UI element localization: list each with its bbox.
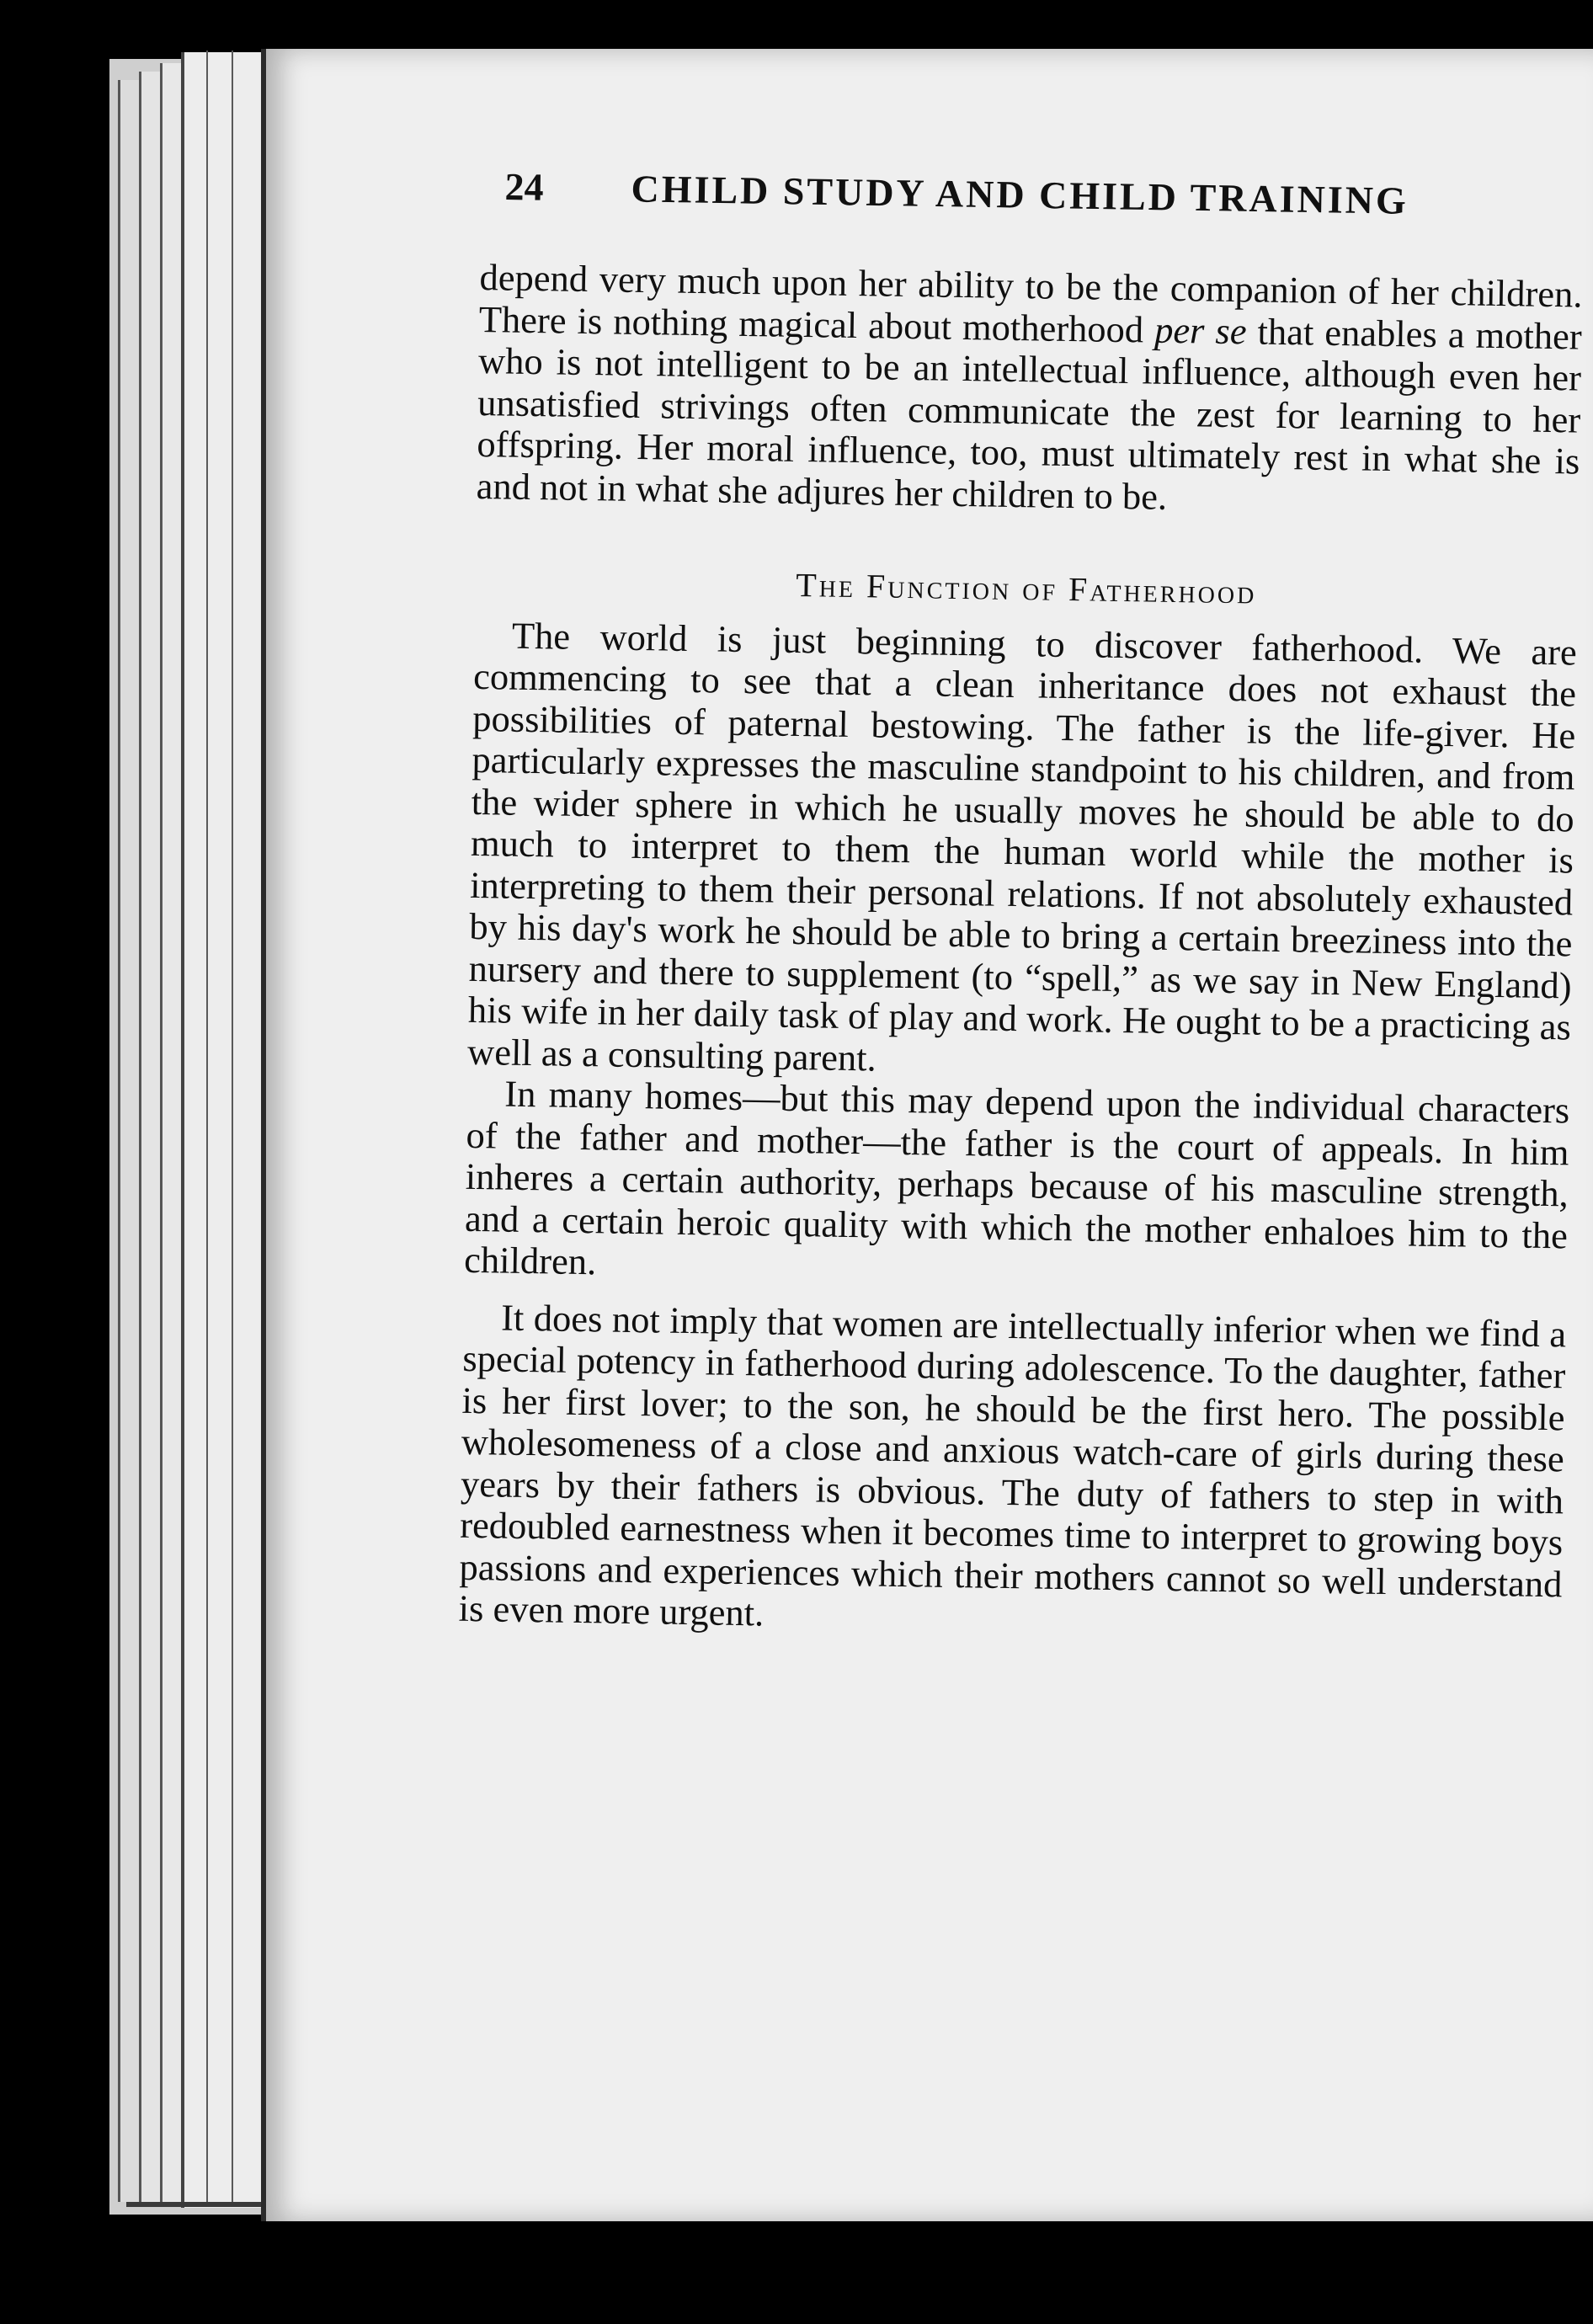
paragraph-text: depend very much upon her ability to be the companion of her children. There is nothing magical about motherhood (478, 256, 1583, 351)
paragraph-continued (476, 257, 1583, 525)
page-number: 24 (504, 164, 544, 209)
page-edge-line (232, 51, 233, 2206)
paragraph: In many homes—but this may depend upon the individual characters of the father and mother—the father is the court of appeals. In him inheres a certain authority, perhaps because of his masculine strength, and a certain heroic quality with which the mother enhaloes him to the children. (463, 1072, 1570, 1283)
paragraph-text: that enables a mother who is not intelligent to be an intellectual influence, although even her unsatisfied strivings often communicate the zest for learning to her offspring. Her moral influence, too, must ultimately rest in what she is and not in what she adjures her children to be. (476, 309, 1583, 518)
body-text (458, 257, 1582, 1647)
paragraph: The world is just beginning to discover fatherhood. We are commencing to see that a clean inheritance does not exhaust the possibilities of paternal bestowing. The father is the life-giver. He particularly expresses the masculine standpoint to his children, and from the wider sphere in which he usually moves he should be able to do much to interpret to them the human world while the mother is interpreting to them their personal relations. If not absolutely exhausted by his day's work he should be able to bring a certain breeziness into the nursery and there to supplement (to “spell,” as we say in New England) his wife in her daily task of play and work. He ought to be a practicing as well as a consulting parent. (466, 614, 1578, 1079)
section-heading: The Function of Fatherhood (795, 565, 1257, 611)
italic-phrase: per se (1153, 308, 1248, 352)
paragraph: It does not imply that women are intellectually inferior when we find a special potency in fatherhood during adolescence. To the daughter, father is her first lover; to the son, he should be the first hero. The possible wholesomeness of a close and anxious watch-care of girls during these years by their fathers is obvious. The duty of fathers to step in with redoubled earnestness when it becomes time to interpret to growing boys passions and experiences which their mothers cannot so well understand is even more urgent. (458, 1296, 1567, 1634)
page-edge-line (206, 51, 208, 2206)
book-title: CHILD STUDY AND CHILD TRAINING (631, 167, 1409, 222)
